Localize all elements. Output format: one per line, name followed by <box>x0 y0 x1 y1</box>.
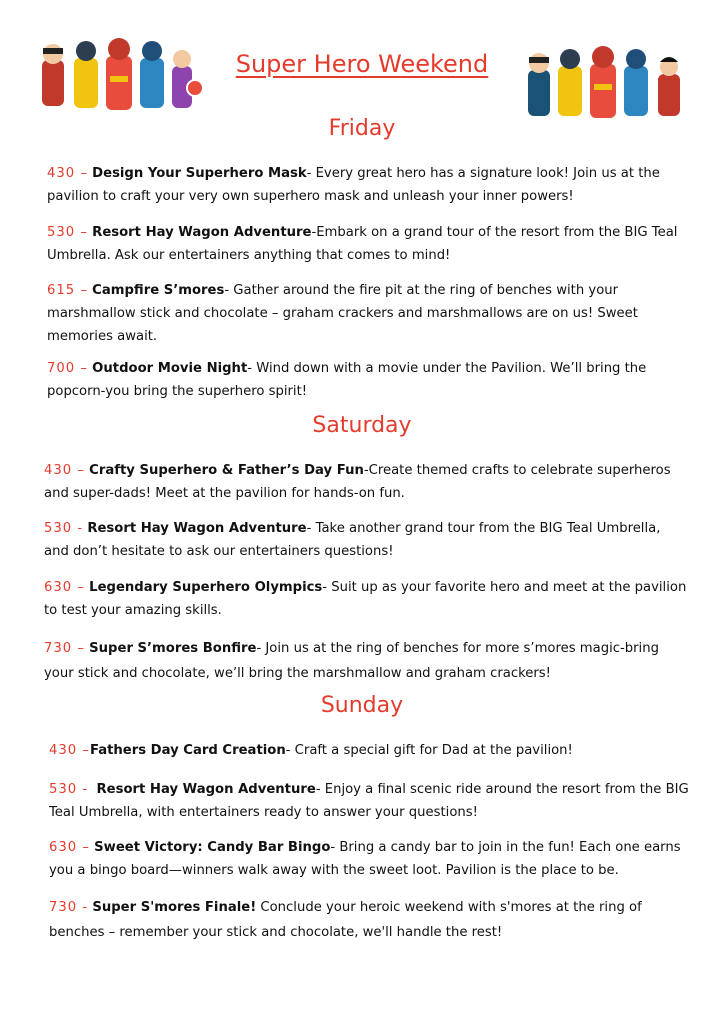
day-heading-sunday: Sunday <box>320 693 404 718</box>
event-time: 530 – <box>47 225 88 240</box>
event-sunday-1 <box>49 739 689 762</box>
event-saturday-2 <box>44 517 687 563</box>
page-title: Super Hero Weekend <box>235 50 489 78</box>
event-description: - Every great hero has a signature look! Join us at the pavilion to craft your very own superhero mask and unleash your inner powers! <box>47 166 660 204</box>
event-time: 730 - <box>49 900 89 915</box>
event-description: - Wind down with a movie under the Pavilion. We’ll bring the popcorn-you bring the superhero spirit! <box>47 361 647 399</box>
event-time: 530 - <box>49 782 89 797</box>
event-name: Crafty Superhero & Father’s Day Fun <box>89 463 364 478</box>
event-description: -Create themed crafts to celebrate superheros and super-dads! Meet at the pavilion for hands-on fun. <box>44 463 671 501</box>
event-sunday-2 <box>49 778 689 824</box>
event-name: Resort Hay Wagon Adventure <box>87 521 307 536</box>
day-heading-saturday: Saturday <box>312 413 412 438</box>
event-description: - Enjoy a final scenic ride around the resort from the BIG Teal Umbrella, with entertainers ready to answer your questions! <box>49 782 689 820</box>
event-name: Sweet Victory: Candy Bar Bingo <box>94 840 331 855</box>
event-description: - Craft a special gift for Dad at the pavilion! <box>285 743 573 758</box>
event-name: Fathers Day Card Creation <box>89 743 286 758</box>
event-time: 430 – <box>49 743 90 758</box>
event-time: 430 – <box>47 166 88 181</box>
event-saturday-3 <box>44 576 687 622</box>
event-name: Super S'mores Finale! <box>92 900 257 915</box>
event-description: Conclude your heroic weekend with s'mores at the ring of benches – remember your stick and chocolate, we'll handle the rest! <box>49 900 642 940</box>
event-name: Campfire S’mores <box>92 283 225 298</box>
event-time: 700 – <box>47 361 88 376</box>
event-name: Resort Hay Wagon Adventure <box>92 225 312 240</box>
event-friday-1 <box>47 162 687 208</box>
event-saturday-4 <box>44 636 687 686</box>
event-name: Super S’mores Bonfire <box>89 641 257 656</box>
event-time: 730 – <box>44 641 85 656</box>
event-description: - Take another grand tour from the BIG Teal Umbrella, and don’t hesitate to ask our entertainers questions! <box>44 521 661 559</box>
event-name: Legendary Superhero Olympics <box>89 580 323 595</box>
event-name: Outdoor Movie Night <box>92 361 248 376</box>
event-description: - Bring a candy bar to join in the fun! Each one earns you a bingo board—winners walk away with the sweet loot. Pavilion is the place to be. <box>49 840 681 878</box>
event-time: 430 – <box>44 463 85 478</box>
event-saturday-1 <box>44 459 687 505</box>
event-time: 630 – <box>49 840 90 855</box>
event-description: - Suit up as your favorite hero and meet at the pavilion to test your amazing skills. <box>44 580 687 618</box>
event-time: 615 – <box>47 283 88 298</box>
event-sunday-3 <box>49 836 689 882</box>
event-friday-2 <box>47 221 687 267</box>
event-friday-3 <box>47 279 687 348</box>
event-time: 530 - <box>44 521 84 536</box>
event-sunday-4 <box>49 895 689 945</box>
event-description: - Gather around the fire pit at the ring of benches with your marshmallow stick and chocolate – graham crackers and marshmallows are on us! Sweet memories await. <box>47 283 638 344</box>
event-friday-4 <box>47 357 687 403</box>
event-description: - Join us at the ring of benches for more s’mores magic-bring your stick and chocolate, we’ll bring the marshmallow and graham crackers! <box>44 641 659 681</box>
event-name: Design Your Superhero Mask <box>92 166 307 181</box>
event-name: Resort Hay Wagon Adventure <box>96 782 316 797</box>
event-description: -Embark on a grand tour of the resort from the BIG Teal Umbrella. Ask our entertainers anything that comes to mind! <box>47 225 678 263</box>
event-time: 630 – <box>44 580 85 595</box>
day-heading-friday: Friday <box>328 116 396 141</box>
